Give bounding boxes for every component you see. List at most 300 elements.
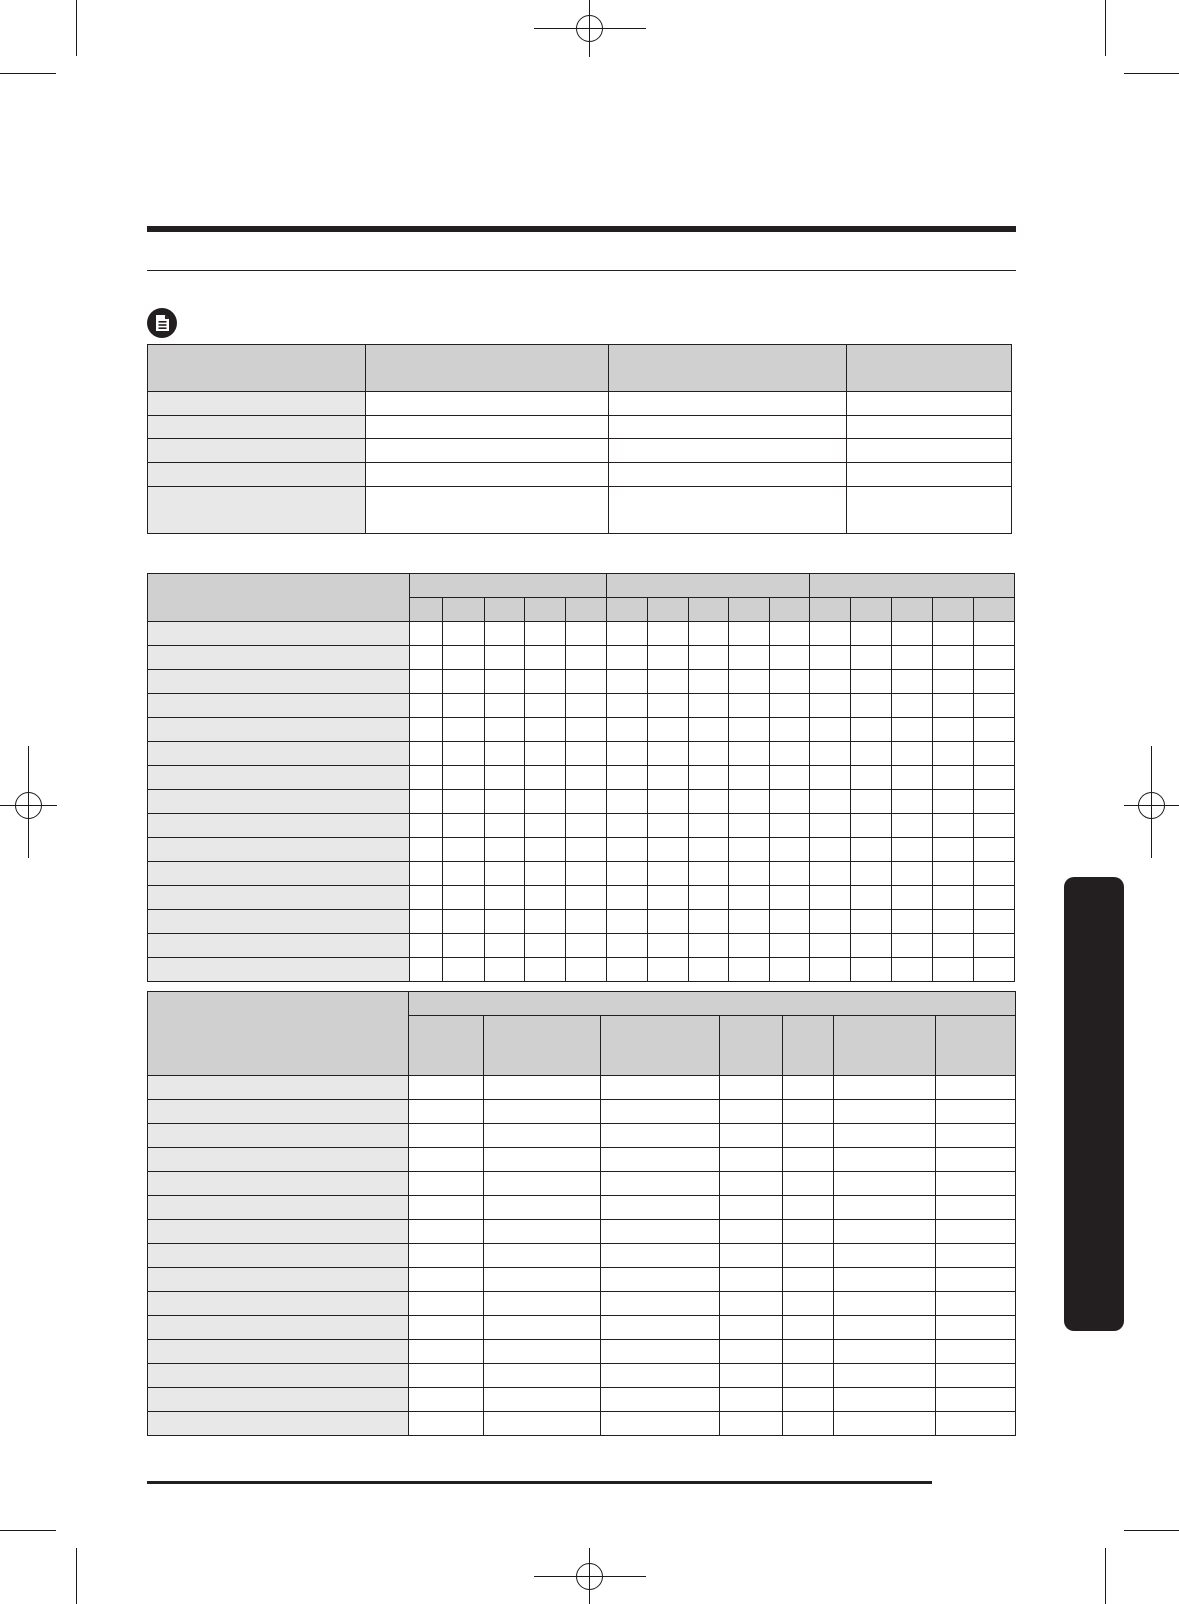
table-row — [148, 838, 1015, 862]
table-cell — [688, 910, 728, 934]
table-cell — [851, 814, 892, 838]
row-label — [148, 838, 410, 862]
table-cell — [485, 886, 525, 910]
table-cell — [892, 766, 932, 790]
table-cell — [647, 766, 688, 790]
table-cell — [728, 646, 769, 670]
table-cell — [783, 1220, 834, 1244]
table-cell — [973, 934, 1014, 958]
table-cell — [720, 1364, 783, 1388]
table-cell — [409, 1268, 484, 1292]
table-cell — [647, 694, 688, 718]
row-label — [148, 958, 410, 982]
table-cell — [688, 646, 728, 670]
table-cell — [484, 1100, 601, 1124]
table-row — [148, 670, 1015, 694]
table-cell — [728, 790, 769, 814]
table-cell — [566, 694, 606, 718]
table-cell — [366, 439, 609, 463]
table-cell — [566, 862, 606, 886]
table-row — [148, 862, 1015, 886]
table-cell — [409, 1100, 484, 1124]
table-cell — [688, 838, 728, 862]
table-cell — [892, 670, 932, 694]
table-cell — [688, 766, 728, 790]
table-cell — [932, 742, 973, 766]
table-cell — [810, 670, 851, 694]
table-cell — [783, 1388, 834, 1412]
row-label — [148, 1412, 409, 1436]
table-cell — [770, 646, 810, 670]
table-cell — [851, 958, 892, 982]
table-cell — [609, 487, 847, 534]
table-cell — [973, 742, 1014, 766]
row-label — [148, 646, 410, 670]
table-cell — [606, 670, 647, 694]
group-header-cell — [810, 574, 1015, 598]
header-cell — [847, 345, 1012, 392]
table-cell — [720, 1220, 783, 1244]
table-cell — [783, 1340, 834, 1364]
table-cell — [366, 463, 609, 487]
table-cell — [442, 622, 484, 646]
table-cell — [484, 1340, 601, 1364]
table-cell — [688, 934, 728, 958]
table-cell — [892, 790, 932, 814]
table-row — [148, 1316, 1016, 1340]
table-cell — [484, 1268, 601, 1292]
subheader-cell — [932, 598, 973, 622]
table-cell — [770, 694, 810, 718]
table-cell — [647, 814, 688, 838]
table-cell — [409, 1388, 484, 1412]
row-label — [148, 694, 410, 718]
table-cell — [834, 1196, 936, 1220]
table-cell — [688, 814, 728, 838]
table-cell — [810, 910, 851, 934]
table-cell — [973, 622, 1014, 646]
table-cell — [851, 766, 892, 790]
table-cell — [973, 670, 1014, 694]
group-header-cell — [409, 574, 606, 598]
table-cell — [720, 1244, 783, 1268]
table-cell — [484, 1292, 601, 1316]
subheader-cell — [720, 1016, 783, 1076]
table-cell — [936, 1268, 1016, 1292]
table-cell — [609, 416, 847, 439]
table-row — [148, 1124, 1016, 1148]
cycle-settings-table — [147, 991, 1016, 1436]
table-cell — [409, 646, 442, 670]
table-row — [148, 1244, 1016, 1268]
table-cell — [647, 622, 688, 646]
table-cell — [525, 670, 566, 694]
table-cell — [525, 934, 566, 958]
table-cell — [409, 670, 442, 694]
table-cell — [606, 886, 647, 910]
table-cell — [973, 862, 1014, 886]
table-cell — [834, 1268, 936, 1292]
subheader-cell — [936, 1016, 1016, 1076]
table-cell — [409, 934, 442, 958]
table-cell — [810, 766, 851, 790]
table-row — [148, 1076, 1016, 1100]
row-label — [148, 1172, 409, 1196]
table-cell — [688, 790, 728, 814]
table-row — [148, 718, 1015, 742]
subheader-cell — [851, 598, 892, 622]
table-cell — [525, 838, 566, 862]
table-cell — [484, 1220, 601, 1244]
row-label — [148, 1268, 409, 1292]
footer-rule — [147, 1481, 932, 1484]
header-cell — [366, 345, 609, 392]
row-label — [148, 1388, 409, 1412]
table-row — [148, 1100, 1016, 1124]
table-cell — [409, 766, 442, 790]
row-label — [148, 1364, 409, 1388]
table-cell — [409, 814, 442, 838]
table-cell — [973, 766, 1014, 790]
table-cell — [728, 910, 769, 934]
table-cell — [647, 838, 688, 862]
table-cell — [720, 1316, 783, 1340]
table-row — [148, 766, 1015, 790]
table-cell — [932, 670, 973, 694]
table-cell — [525, 622, 566, 646]
table-cell — [770, 934, 810, 958]
table-cell — [484, 1172, 601, 1196]
table-cell — [728, 622, 769, 646]
table-cell — [484, 1124, 601, 1148]
table-cell — [409, 1076, 484, 1100]
table-cell — [810, 886, 851, 910]
table-cell — [770, 766, 810, 790]
table-cell — [601, 1076, 720, 1100]
table-cell — [409, 1124, 484, 1148]
table-cell — [973, 886, 1014, 910]
table-cell — [442, 886, 484, 910]
table-cell — [647, 742, 688, 766]
table-cell — [409, 1148, 484, 1172]
table-cell — [936, 1292, 1016, 1316]
table-cell — [688, 886, 728, 910]
table-cell — [566, 742, 606, 766]
row-label — [148, 862, 410, 886]
table-row — [148, 646, 1015, 670]
table-cell — [566, 886, 606, 910]
table-cell — [720, 1172, 783, 1196]
table-cell — [606, 742, 647, 766]
table-cell — [834, 1124, 936, 1148]
table-cell — [847, 416, 1012, 439]
table-cell — [728, 862, 769, 886]
table-row — [148, 1268, 1016, 1292]
subheader-cell — [566, 598, 606, 622]
table-cell — [770, 910, 810, 934]
row-label — [148, 439, 366, 463]
table-cell — [892, 718, 932, 742]
table-cell — [834, 1148, 936, 1172]
table-cell — [728, 814, 769, 838]
table-cell — [783, 1076, 834, 1100]
row-label — [148, 1244, 409, 1268]
table-row — [148, 814, 1015, 838]
table-cell — [485, 958, 525, 982]
table-cell — [720, 1292, 783, 1316]
row-label — [148, 416, 366, 439]
table-row — [148, 622, 1015, 646]
table-cell — [834, 1100, 936, 1124]
table-cell — [525, 910, 566, 934]
table-cell — [720, 1388, 783, 1412]
table-cell — [485, 646, 525, 670]
table-cell — [606, 694, 647, 718]
table-cell — [409, 1196, 484, 1220]
table-row — [148, 958, 1015, 982]
table-cell — [728, 766, 769, 790]
table-cell — [366, 392, 609, 416]
table-row — [148, 1172, 1016, 1196]
table-cell — [606, 766, 647, 790]
row-label — [148, 1196, 409, 1220]
table-cell — [783, 1412, 834, 1436]
table-cell — [601, 1124, 720, 1148]
subheader-cell — [647, 598, 688, 622]
table-cell — [783, 1364, 834, 1388]
row-label — [148, 1220, 409, 1244]
table-cell — [647, 910, 688, 934]
table-cell — [851, 934, 892, 958]
table-cell — [366, 487, 609, 534]
table-cell — [851, 742, 892, 766]
row-label — [148, 718, 410, 742]
table-row — [148, 694, 1015, 718]
table-cell — [770, 622, 810, 646]
table-cell — [601, 1388, 720, 1412]
table-cell — [936, 1076, 1016, 1100]
table-row — [148, 1412, 1016, 1436]
table-cell — [409, 910, 442, 934]
table-cell — [851, 646, 892, 670]
table-cell — [932, 646, 973, 670]
table-cell — [442, 742, 484, 766]
table-row — [148, 439, 1012, 463]
table-cell — [728, 934, 769, 958]
table-cell — [601, 1220, 720, 1244]
table-row — [148, 463, 1012, 487]
table-cell — [810, 862, 851, 886]
table-cell — [936, 1172, 1016, 1196]
table-cell — [810, 790, 851, 814]
table-cell — [847, 439, 1012, 463]
table-cell — [601, 1148, 720, 1172]
table-cell — [770, 958, 810, 982]
table-cell — [783, 1316, 834, 1340]
table-cell — [409, 958, 442, 982]
table-cell — [936, 1388, 1016, 1412]
table-cell — [847, 463, 1012, 487]
table-cell — [720, 1100, 783, 1124]
table-row — [148, 790, 1015, 814]
table-cell — [851, 790, 892, 814]
subheader-cell — [442, 598, 484, 622]
table-cell — [810, 742, 851, 766]
summary-table — [147, 344, 1012, 534]
table-cell — [973, 958, 1014, 982]
table-cell — [892, 886, 932, 910]
table-cell — [783, 1244, 834, 1268]
table-cell — [892, 910, 932, 934]
table-cell — [525, 694, 566, 718]
table-cell — [851, 622, 892, 646]
table-cell — [932, 886, 973, 910]
table-cell — [609, 392, 847, 416]
table-cell — [484, 1148, 601, 1172]
note-icon — [147, 308, 177, 338]
table-cell — [609, 439, 847, 463]
table-cell — [566, 958, 606, 982]
table-cell — [484, 1412, 601, 1436]
table-cell — [720, 1268, 783, 1292]
table-cell — [936, 1316, 1016, 1340]
table-cell — [606, 646, 647, 670]
table-cell — [647, 934, 688, 958]
table-cell — [442, 694, 484, 718]
table-cell — [936, 1412, 1016, 1436]
table-cell — [892, 814, 932, 838]
table-cell — [720, 1412, 783, 1436]
table-cell — [409, 1316, 484, 1340]
row-label — [148, 392, 366, 416]
subheader-cell — [409, 1016, 484, 1076]
table-cell — [783, 1268, 834, 1292]
table-cell — [936, 1340, 1016, 1364]
table-cell — [688, 670, 728, 694]
table-cell — [720, 1196, 783, 1220]
table-cell — [566, 718, 606, 742]
table-cell — [851, 838, 892, 862]
table-cell — [606, 718, 647, 742]
table-cell — [892, 622, 932, 646]
table-cell — [409, 694, 442, 718]
table-cell — [728, 694, 769, 718]
table-cell — [485, 670, 525, 694]
table-cell — [770, 862, 810, 886]
table-cell — [647, 646, 688, 670]
table-cell — [409, 838, 442, 862]
table-cell — [834, 1388, 936, 1412]
table-cell — [485, 766, 525, 790]
table-cell — [688, 718, 728, 742]
table-cell — [936, 1244, 1016, 1268]
table-cell — [566, 646, 606, 670]
table-cell — [728, 958, 769, 982]
subheader-cell — [606, 598, 647, 622]
subheader-cell — [810, 598, 851, 622]
table-cell — [525, 862, 566, 886]
table-cell — [525, 766, 566, 790]
table-cell — [442, 862, 484, 886]
table-cell — [932, 622, 973, 646]
table-cell — [892, 838, 932, 862]
table-cell — [810, 934, 851, 958]
table-cell — [609, 463, 847, 487]
table-cell — [442, 646, 484, 670]
table-cell — [932, 814, 973, 838]
group-header-cell — [606, 574, 810, 598]
table-cell — [810, 814, 851, 838]
table-cell — [892, 862, 932, 886]
subheader-cell — [601, 1016, 720, 1076]
table-cell — [601, 1268, 720, 1292]
row-label — [148, 463, 366, 487]
table-cell — [783, 1100, 834, 1124]
row-label — [148, 1100, 409, 1124]
table-cell — [566, 814, 606, 838]
table-cell — [892, 958, 932, 982]
table-cell — [688, 958, 728, 982]
table-cell — [851, 862, 892, 886]
table-cell — [728, 718, 769, 742]
table-cell — [932, 766, 973, 790]
table-cell — [936, 1196, 1016, 1220]
table-cell — [485, 742, 525, 766]
row-label — [148, 886, 410, 910]
table-cell — [442, 814, 484, 838]
table-row — [148, 1388, 1016, 1412]
table-cell — [409, 1244, 484, 1268]
table-cell — [973, 790, 1014, 814]
table-cell — [936, 1364, 1016, 1388]
table-cell — [847, 392, 1012, 416]
table-cell — [834, 1364, 936, 1388]
table-cell — [834, 1172, 936, 1196]
row-label — [148, 1292, 409, 1316]
table-cell — [606, 838, 647, 862]
side-tab — [1064, 877, 1124, 1331]
table-cell — [932, 718, 973, 742]
table-cell — [442, 958, 484, 982]
table-cell — [366, 416, 609, 439]
table-cell — [847, 487, 1012, 534]
row-label — [148, 790, 410, 814]
table-cell — [770, 718, 810, 742]
table-cell — [409, 886, 442, 910]
table-row — [148, 934, 1015, 958]
group-header-cell — [409, 992, 1016, 1016]
table-cell — [606, 958, 647, 982]
table-cell — [720, 1076, 783, 1100]
table-cell — [932, 910, 973, 934]
table-cell — [851, 718, 892, 742]
table-cell — [892, 646, 932, 670]
table-cell — [851, 694, 892, 718]
table-cell — [834, 1412, 936, 1436]
table-cell — [834, 1244, 936, 1268]
table-cell — [770, 814, 810, 838]
table-cell — [728, 886, 769, 910]
table-cell — [484, 1076, 601, 1100]
table-cell — [442, 718, 484, 742]
row-label — [148, 1124, 409, 1148]
table-cell — [932, 934, 973, 958]
table-cell — [442, 934, 484, 958]
table-cell — [566, 670, 606, 694]
cycle-options-table — [147, 573, 1015, 982]
table-cell — [442, 670, 484, 694]
table-cell — [485, 718, 525, 742]
